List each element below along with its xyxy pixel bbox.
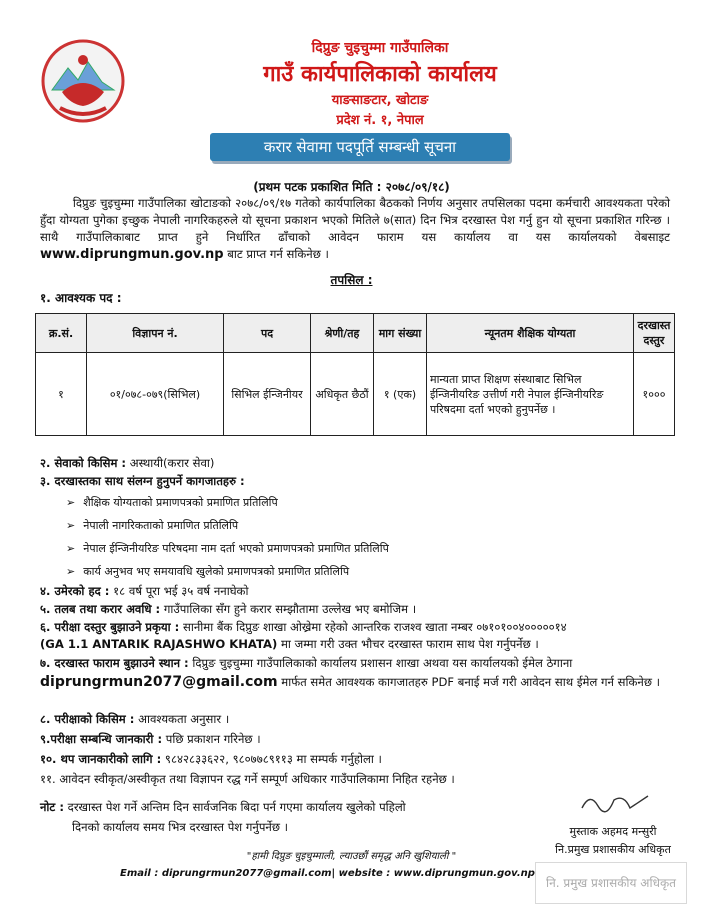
more-info-label: १०. थप जानकारीको लागि :: [40, 752, 162, 766]
col-sn: क्र.सं.: [36, 314, 87, 353]
list-item: ➢ कार्य अनुभव भए समयावधि खुलेको प्रमाणपत्रको प्रमाणित प्रतिलिपि: [66, 564, 349, 579]
vacancy-table: [35, 313, 675, 436]
nepal-emblem-logo: [40, 38, 126, 124]
exam-fee-account: [40, 637, 680, 652]
exam-type-value: आवश्यकता अनुसार ।: [138, 712, 230, 726]
note: [40, 800, 520, 815]
cell-qualification: मान्यता प्राप्त शिक्षण संस्थाबाट सिभिल ईन्जिनीयरिङ उत्तीर्ण गरी नेपाल ईन्जिनीयरिङ परिषदमा दर्ता भएको हुनुपर्नेछ ।: [427, 353, 634, 436]
exam-type: [40, 712, 229, 727]
notice-paragraph: [40, 195, 670, 263]
list-item: ➢ नेपाल ईन्जिनीयरिङ परिषदमा नाम दर्ता भएको प्रमाणपत्रको प्रमाणित प्रतिलिपि: [66, 541, 389, 556]
cell-post: सिभिल ईन्जिनीयर: [224, 353, 311, 436]
notice-body: दिप्रुङ चुइचुम्मा गाउँपालिका खोटाङको २०७८/०९/१७ गतेको कार्यपालिका बैठकको निर्णय अनुसार तपसिलका पदमा कर्मचारी आवश्यकता परेको हुँदा योग्यता पुगेका इच्छुक नेपाली नागरिकहरुले यो सूचना प्रकाशन भएको मितिले ७(सात) दिन भित्र दरखास्त पेश गर्नु हुन यो सूचना प्रकाशित गरिन्छ । साथै गाउँपालिकाबाट प्राप्त हुने निर्धारित ढाँचाको आवेदन फाराम यस कार्यालय वा यस कार्यालयको वेबसाइट: [40, 196, 671, 244]
col-qualification: न्यूनतम शैक्षिक योग्यता: [427, 314, 634, 353]
age-limit: [40, 584, 248, 599]
note-continued: दिनको कार्यालय समय भित्र दरखास्त पेश गर्नुपर्नेछ ।: [72, 820, 289, 834]
tapsil-heading: तपसिल :: [330, 273, 373, 287]
table-row: [36, 353, 675, 436]
salary-term-label: ५. तलब तथा करार अवधि :: [40, 602, 161, 616]
cell-quota: १ (एक): [374, 353, 427, 436]
list-item: ➢ नेपाली नागरिकताको प्रमाणित प्रतिलिपि: [66, 518, 238, 533]
exam-fee-process: [40, 620, 670, 635]
age-limit-value: १८ वर्ष पूरा भई ३५ वर्ष ननाघेको: [113, 584, 249, 598]
more-info-value: ९८४२८३३६२२, ९८०७७८९११३ मा सम्पर्क गर्नुहोला ।: [164, 752, 382, 766]
service-type: [40, 456, 214, 471]
col-post: पद: [224, 314, 311, 353]
cell-fee: १०००: [634, 353, 675, 436]
exam-fee-value-end: मा जम्मा गरी उक्त भौचर दरखास्त फाराम साथ पेश गर्नुपर्नेछ ।: [280, 637, 539, 651]
exam-type-label: ८. परीक्षाको किसिम :: [40, 712, 135, 726]
cell-level: अधिकृत छैठौं: [311, 353, 374, 436]
age-limit-label: ४. उमेरको हद :: [40, 584, 110, 598]
submission-place: [40, 656, 680, 671]
documents-heading: [40, 474, 245, 489]
table-header-row: [36, 314, 675, 353]
salary-term: [40, 602, 416, 617]
submission-email-line: [40, 674, 680, 690]
signature-mark: [580, 790, 650, 818]
col-ad-no: विज्ञापन नं.: [87, 314, 224, 353]
province-line: प्रदेश नं. १, नेपाल: [336, 113, 424, 128]
exam-info-label: ९.परीक्षा सम्बन्धि जानकारी :: [40, 732, 163, 746]
signatory-title: नि.प्रमुख प्रशासकीय अधिकृत: [555, 843, 671, 856]
slogan: "हामी दिप्रुङ चुइचुम्माली, ल्याउछौं समृद्ध अनि खुशियाली ": [246, 851, 457, 862]
authority-clause: ११. आवेदन स्वीकृत/अस्वीकृत तथा विज्ञापन रद्ध गर्ने सम्पूर्ण अधिकार गाउँपालिकामा निहित रहनेछ ।: [40, 772, 455, 786]
list-item: ➢ शैक्षिक योग्यताको प्रमाणपत्रको प्रमाणित प्रतिलिपि: [66, 495, 278, 510]
submission-place-value: दिप्रुङ चुइचुम्मा गाउँपालिकाको कार्यालय प्रशासन शाखा अथवा यस कार्यालयको ईमेल ठेगाना: [192, 656, 573, 670]
office-address: याङसाङटार, खोटाङ: [331, 93, 429, 108]
exam-fee-value: सानीमा बैंक दिप्रुङ शाखा ओख्रेमा रहेको आन्तरिक राजश्व खाता नम्बर ०७१०१००४०००००१४: [183, 620, 567, 634]
office-stamp: नि. प्रमुख प्रशासकीय अधिकृत: [535, 862, 687, 904]
service-type-label: २. सेवाको किसिम :: [40, 456, 127, 470]
office-title: गाउँ कार्यपालिकाको कार्यालय: [263, 62, 497, 87]
col-quota: माग संख्या: [374, 314, 427, 353]
col-fee: दरखास्त दस्तुर: [634, 314, 675, 353]
exam-info-value: पछि प्रकाशन गरिनेछ ।: [165, 732, 261, 746]
submission-email[interactable]: diprungrmun2077@gmail.com: [40, 674, 278, 690]
cell-ad-no: ०१/०७८-०७९(सिभिल): [87, 353, 224, 436]
note-label: नोट :: [40, 800, 64, 814]
exam-fee-label: ६. परीक्षा दस्तुर बुझाउने प्रकृया :: [40, 620, 180, 634]
submission-email-note: मार्फत समेत आवश्यक कागजातहरु PDF बनाई मर्ज गरी आवेदन साथ ईमेल गर्न सकिनेछ ।: [281, 675, 661, 689]
exam-info: [40, 732, 261, 747]
footer-contact: Email : diprungrmun2077@gmail.com| website : www.diprungmun.gov.np: [120, 868, 535, 879]
notice-body-end: बाट प्राप्त गर्न सकिनेछ ।: [227, 247, 329, 261]
notice-banner: करार सेवामा पदपूर्ति सम्बन्धी सूचना: [210, 133, 510, 161]
service-type-value: अस्थायी(करार सेवा): [129, 456, 215, 470]
published-date: (प्रथम पटक प्रकाशित मिति : २०७८/०९/१८): [253, 180, 450, 194]
account-name: (GA 1.1 ANTARIK RAJASHWO KHATA): [40, 637, 278, 651]
cell-sn: १: [36, 353, 87, 436]
documents-heading-label: ३. दरखास्तका साथ संलग्न हुनुपर्ने कागजातहरु :: [40, 474, 245, 488]
section-required-posts: १. आवश्यक पद :: [40, 291, 122, 305]
col-level: श्रेणी/तह: [311, 314, 374, 353]
salary-term-value: गाउँपालिका सँग हुने करार सम्झौतामा उल्लेख भए बमोजिम ।: [163, 602, 417, 616]
submission-place-label: ७. दरखास्त फाराम बुझाउने स्थान :: [40, 656, 189, 670]
website-link[interactable]: www.diprungmun.gov.np: [40, 247, 224, 262]
municipality-name: दिप्रुङ चुइचुम्मा गाउँपालिका: [311, 40, 449, 56]
note-value: दरखास्त पेश गर्ने अन्तिम दिन सार्वजनिक बिदा पर्न गएमा कार्यालय खुलेको पहिलो: [67, 800, 406, 814]
signatory-name: मुस्ताक अहमद मन्सुरी: [569, 825, 657, 838]
more-info: [40, 752, 382, 767]
